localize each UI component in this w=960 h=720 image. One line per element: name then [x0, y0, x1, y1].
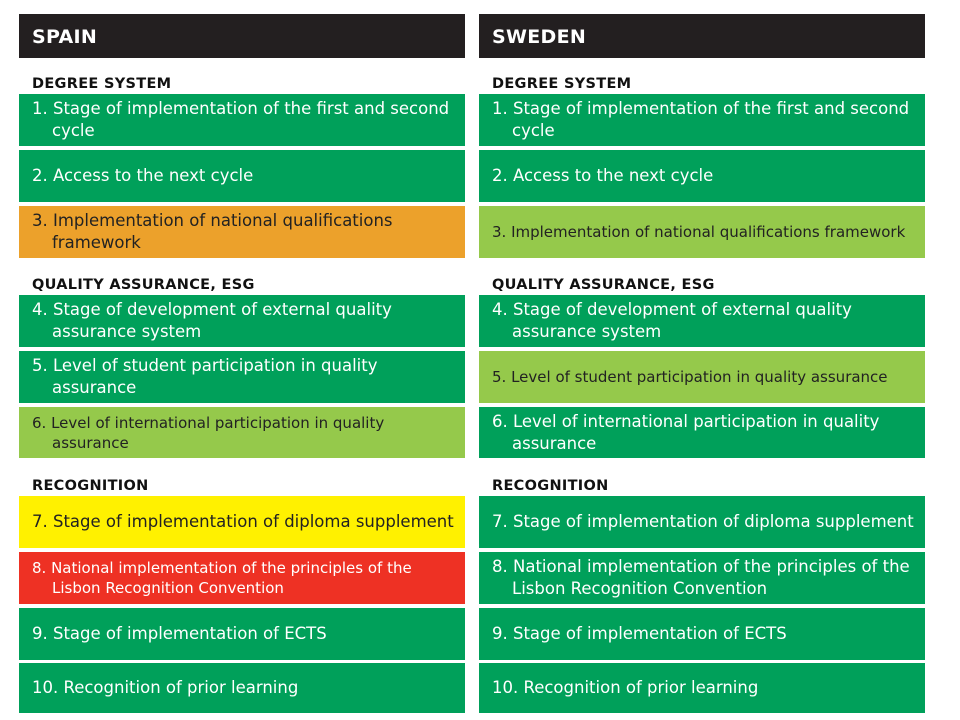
indicator-cell — [19, 407, 465, 458]
indicator-label: 2. Access to the next cycle — [492, 166, 714, 185]
indicator-label: 5. Level of student participation in quality assurance — [32, 356, 378, 397]
indicator-label: 9. Stage of implementation of ECTS — [492, 624, 787, 643]
indicator-cell — [479, 663, 925, 713]
section-title-degree-system: DEGREE SYSTEM — [32, 76, 172, 92]
section-title-recognition: RECOGNITION — [32, 478, 149, 494]
indicator-label: 3. Implementation of national qualifications framework — [32, 211, 393, 252]
indicator-label: 7. Stage of implementation of diploma supplement — [492, 512, 914, 531]
indicator-cell — [19, 608, 465, 660]
indicator-cell — [479, 94, 925, 146]
indicator-label: 8. National implementation of the principles of the Lisbon Recognition Convention — [492, 557, 910, 598]
indicator-label: 6. Level of international participation in quality assurance — [32, 413, 385, 452]
country-header: SWEDEN — [479, 14, 925, 58]
indicator-cell — [479, 407, 925, 458]
section-title-degree-system: DEGREE SYSTEM — [492, 76, 632, 92]
indicator-cell — [479, 496, 925, 548]
indicator-label: 10. Recognition of prior learning — [492, 678, 759, 697]
indicator-label: 1. Stage of implementation of the first and second cycle — [492, 99, 910, 140]
indicator-cell — [19, 295, 465, 347]
indicator-cell — [479, 351, 925, 403]
indicator-cell — [19, 206, 465, 258]
indicator-cell — [479, 206, 925, 258]
indicator-label: 5. Level of student participation in quality assurance — [492, 368, 888, 386]
indicator-cell — [479, 608, 925, 660]
indicator-label: 1. Stage of implementation of the first and second cycle — [32, 99, 450, 140]
indicator-cell — [479, 150, 925, 202]
indicator-label: 7. Stage of implementation of diploma supplement — [32, 512, 454, 531]
indicator-label: 4. Stage of development of external quality assurance system — [32, 300, 392, 341]
indicator-cell — [19, 496, 465, 548]
indicator-label: 3. Implementation of national qualifications framework — [492, 223, 906, 241]
indicator-cell — [19, 94, 465, 146]
indicator-label: 10. Recognition of prior learning — [32, 678, 299, 697]
cropped-footnote-text — [479, 713, 925, 719]
cropped-footnote-text — [19, 713, 465, 719]
indicator-label: 2. Access to the next cycle — [32, 166, 254, 185]
indicator-cell — [479, 552, 925, 604]
section-title-quality-assurance: QUALITY ASSURANCE, ESG — [32, 277, 255, 293]
indicator-label: 6. Level of international participation in quality assurance — [492, 411, 880, 453]
indicator-cell — [19, 552, 465, 604]
indicator-label: 9. Stage of implementation of ECTS — [32, 624, 327, 643]
section-title-recognition: RECOGNITION — [492, 478, 609, 494]
indicator-cell — [479, 295, 925, 347]
indicator-cell — [19, 150, 465, 202]
indicator-cell — [19, 351, 465, 403]
country-header: SPAIN — [19, 14, 465, 58]
indicator-label: 4. Stage of development of external quality assurance system — [492, 300, 852, 341]
section-title-quality-assurance: QUALITY ASSURANCE, ESG — [492, 277, 715, 293]
indicator-cell — [19, 663, 465, 713]
indicator-label: 8. National implementation of the principles of the Lisbon Recognition Convention — [32, 559, 412, 597]
